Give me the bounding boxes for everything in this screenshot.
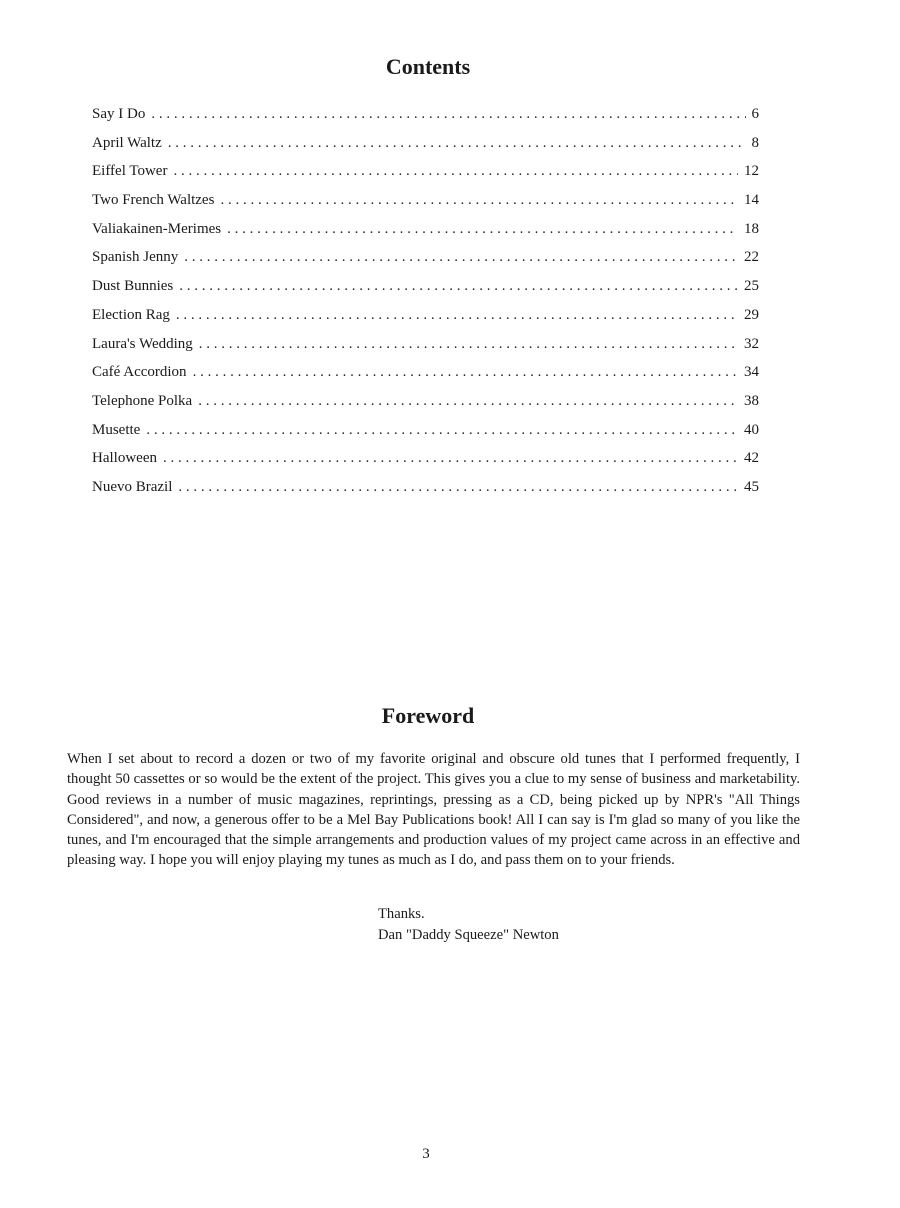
toc-entry-page: 25 xyxy=(744,278,759,295)
signoff-block xyxy=(378,904,559,946)
toc-entry[interactable] xyxy=(92,278,759,307)
toc-leader-dots xyxy=(198,393,738,410)
toc-leader-dots xyxy=(163,450,738,467)
toc-entry-title: April Waltz xyxy=(92,134,162,151)
toc-entry[interactable] xyxy=(92,135,759,164)
toc-leader-dots xyxy=(178,479,738,496)
foreword-heading: Foreword xyxy=(381,703,475,728)
toc-leader-dots xyxy=(184,249,738,266)
toc-entry-page: 32 xyxy=(744,335,759,352)
toc-leader-dots xyxy=(179,278,738,295)
toc-entry-page: 14 xyxy=(744,192,759,209)
toc-entry-title: Laura's Wedding xyxy=(92,335,193,352)
toc-entry-title: Dust Bunnies xyxy=(92,278,174,295)
toc-entry-title: Two French Waltzes xyxy=(92,192,215,209)
toc-entry-title: Election Rag xyxy=(92,306,170,323)
toc-entry[interactable] xyxy=(92,422,759,451)
toc-entry-page: 34 xyxy=(744,364,759,381)
toc-leader-dots xyxy=(227,221,738,238)
toc-entry-title: Telephone Polka xyxy=(92,392,193,409)
toc-entry-title: Valiakainen-Merimes xyxy=(92,220,222,237)
toc-entry[interactable] xyxy=(92,106,759,135)
toc-entry-title: Spanish Jenny xyxy=(92,249,179,266)
toc-entry-title: Halloween xyxy=(92,450,157,467)
toc-entry-page: 40 xyxy=(744,421,759,438)
toc-entry-title: Café Accordion xyxy=(92,364,187,381)
toc-entry-title: Nuevo Brazil xyxy=(92,478,173,495)
closing-text: Thanks. xyxy=(378,906,425,922)
toc-leader-dots xyxy=(193,364,738,381)
toc-entry[interactable] xyxy=(92,450,759,479)
toc-entry-page: 45 xyxy=(744,478,759,495)
toc-leader-dots xyxy=(146,422,738,439)
toc-entry[interactable] xyxy=(92,221,759,250)
contents-heading: Contents xyxy=(385,54,471,79)
toc-leader-dots xyxy=(173,163,738,180)
toc-entry-page: 29 xyxy=(744,306,759,323)
toc-entry-title: Eiffel Tower xyxy=(92,163,168,180)
toc-entry[interactable] xyxy=(92,249,759,278)
toc-entry[interactable] xyxy=(92,336,759,365)
toc-entry-page: 18 xyxy=(744,220,759,237)
toc-entry-title: Musette xyxy=(92,421,141,438)
toc-leader-dots xyxy=(168,135,746,152)
toc-entry[interactable] xyxy=(92,192,759,221)
toc-entry-page: 12 xyxy=(744,163,759,180)
toc-entry-page: 8 xyxy=(751,134,759,151)
toc-leader-dots xyxy=(199,336,738,353)
toc-leader-dots xyxy=(220,192,738,209)
toc-entry[interactable] xyxy=(92,364,759,393)
toc-entry-title: Say I Do xyxy=(92,106,146,122)
toc-entry[interactable] xyxy=(92,163,759,192)
toc-leader-dots xyxy=(151,106,745,123)
foreword-paragraph: When I set about to record a dozen or two of my favorite original and obscure old tunes that I performed frequently, I thought 50 cassettes or so would be the extent of the project. This gives you a clue to my sense of business and marketability. Good reviews in a number of music magazines, reprintings, pressing as a CD, being picked up by NPR's "All Things Considered", and now, a generous offer to be a Mel Bay Publications book! All I can say is I'm glad so many of you like the tunes, and I'm encouraged that the simple arrangements and production values of my project came across in an effective and pleasing way. I hope you will enjoy playing my tunes as much as I do, and pass them on to your friends. xyxy=(67,751,800,869)
toc-entry[interactable] xyxy=(92,393,759,422)
author-signature: Dan "Daddy Squeeze" Newton xyxy=(378,927,559,943)
toc-entry[interactable] xyxy=(92,307,759,336)
toc-leader-dots xyxy=(176,307,738,324)
table-of-contents xyxy=(92,106,759,508)
page-number: 3 xyxy=(422,1146,430,1162)
toc-entry-page: 22 xyxy=(744,249,759,266)
toc-entry-page: 38 xyxy=(744,392,759,409)
toc-entry[interactable] xyxy=(92,479,759,508)
toc-entry-page: 42 xyxy=(744,450,759,467)
toc-entry-page: 6 xyxy=(751,106,759,122)
